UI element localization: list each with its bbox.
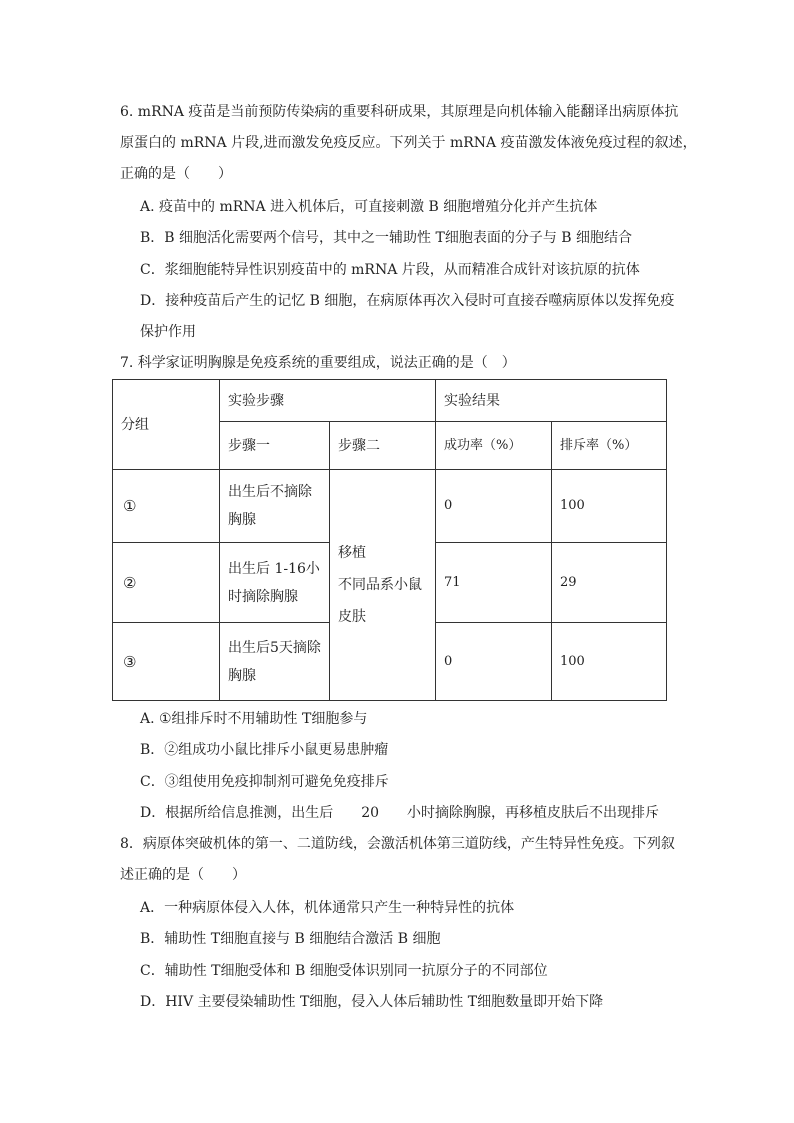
q7-stem: 7. 科学家证明胸腺是免疫系统的重要组成，说法正确的是（ ）	[120, 355, 516, 371]
step2-header: 步骤二	[330, 422, 436, 470]
q6-option-c: C．浆细胞能特异性识别疫苗中的 mRNA 片段，从而精准合成针对该抗原的抗体	[140, 262, 640, 278]
table-row	[113, 470, 667, 543]
group-header: 分组	[113, 380, 220, 470]
step1-line: 出生后 1-16小	[228, 560, 320, 577]
group-cell: ②	[113, 543, 220, 623]
step1-cell	[220, 543, 330, 623]
step1-line: 出生后5天摘除	[228, 639, 321, 656]
success-rate-cell: 0	[436, 470, 552, 543]
q8-option-d: D．HIV 主要侵染辅助性 T细胞，侵入人体后辅助性 T细胞数量即开始下降	[140, 994, 604, 1010]
results-header: 实验结果	[436, 380, 667, 422]
reject-rate-cell: 100	[552, 623, 667, 701]
step1-line: 出生后不摘除	[228, 484, 312, 500]
reject-rate-cell: 100	[552, 470, 667, 543]
step1-cell	[220, 470, 330, 543]
step1-line: 胸腺	[228, 667, 256, 684]
step1-line: 时摘除胸腺	[228, 588, 298, 605]
q8-option-c: C．辅助性 T细胞受体和 B 细胞受体识别同一抗原分子的不同部位	[140, 963, 548, 979]
q8-stem-line1: 8．病原体突破机体的第一、二道防线，会激活机体第三道防线，产生特异性免疫。下列叙	[120, 836, 675, 852]
q7-option-c: C．③组使用免疫抑制剂可避免免疫排斥	[140, 774, 389, 790]
success-rate-cell: 71	[436, 543, 552, 623]
q6-stem-line3: 正确的是（ ）	[120, 166, 232, 182]
success-rate-header: 成功率（%）	[436, 422, 552, 470]
step1-header: 步骤一	[220, 422, 330, 470]
group-cell: ③	[113, 623, 220, 701]
q6-option-d-line1: D．接种疫苗后产生的记忆 B 细胞，在病原体再次入侵时可直接吞噬病原体以发挥免疫	[140, 293, 675, 309]
reject-rate-header: 排斥率（%）	[552, 422, 667, 470]
q6-option-a: A. 疫苗中的 mRNA 进入机体后，可直接刺激 B 细胞增殖分化并产生抗体	[140, 199, 598, 215]
q6-option-d-line2: 保护作用	[140, 324, 196, 340]
experiment-table	[112, 379, 667, 701]
reject-rate-cell: 29	[552, 543, 667, 623]
group-cell: ①	[113, 470, 220, 543]
q6-stem-line1: 6. mRNA 疫苗是当前预防传染病的重要科研成果，其原理是向机体输入能翻译出病原体抗	[120, 104, 679, 120]
q7-option-b: B．②组成功小鼠比排斥小鼠更易患肿瘤	[140, 742, 389, 758]
step1-line: 胸腺	[228, 512, 256, 528]
q6-option-b: B．B 细胞活化需要两个信号，其中之一辅助性 T细胞表面的分子与 B 细胞结合	[140, 230, 633, 246]
q7-option-a: A. ①组排斥时不用辅助性 T细胞参与	[140, 711, 368, 727]
step2-line: 皮肤	[338, 609, 366, 625]
step2-line: 不同品系小鼠	[338, 577, 422, 593]
q8-option-a: A．一种病原体侵入人体，机体通常只产生一种特异性的抗体	[140, 900, 515, 916]
steps-header: 实验步骤	[220, 380, 436, 422]
q6-stem-line2: 原蛋白的 mRNA 片段,进而激发免疫反应。下列关于 mRNA 疫苗激发体液免疫过程的叙述，	[120, 135, 697, 151]
step2-line: 移植	[338, 545, 366, 561]
step2-cell	[330, 470, 436, 701]
q8-stem-line2: 述正确的是（ ）	[120, 867, 246, 883]
q7-option-d: D．根据所给信息推测，出生后 20 小时摘除胸腺，再移植皮肤后不出现排斥	[140, 805, 660, 821]
success-rate-cell: 0	[436, 623, 552, 701]
step1-cell	[220, 623, 330, 701]
q8-option-b: B．辅助性 T细胞直接与 B 细胞结合激活 B 细胞	[140, 931, 441, 947]
